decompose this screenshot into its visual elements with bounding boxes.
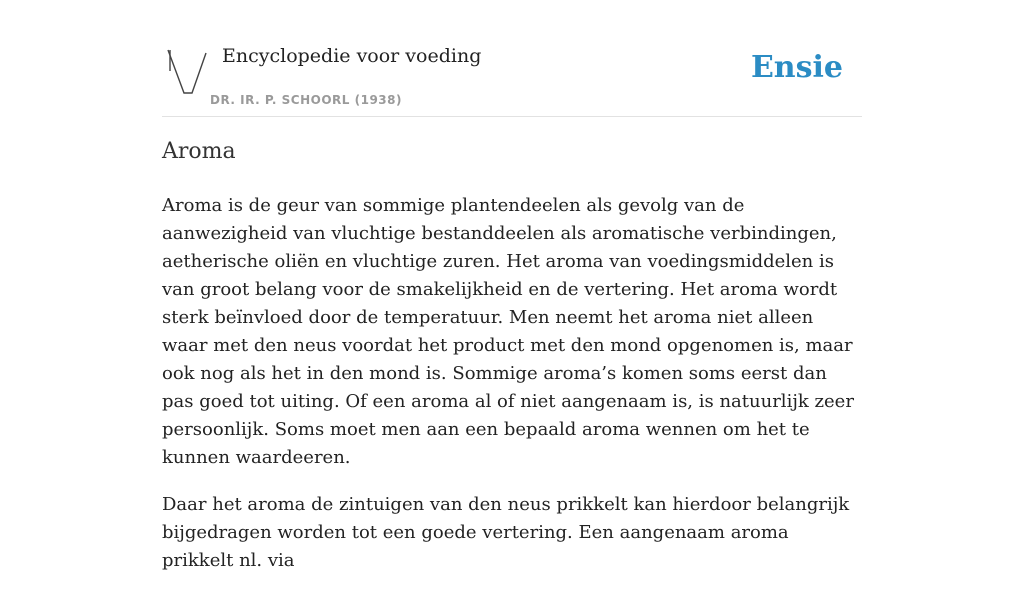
book-title-link[interactable]: Encyclopedie voor voeding bbox=[222, 45, 482, 67]
ensie-brand-link[interactable]: Ensie bbox=[750, 50, 843, 85]
article-paragraph: Daar het aroma de zintuigen van den neus prikkelt kan hierdoor belangrijk bijgedragen worden tot een goede vertering. Een aangenaam aroma prikkelt nl. via bbox=[162, 494, 850, 571]
book-author: DR. IR. P. SCHOORL (1938) bbox=[210, 93, 402, 107]
page-header bbox=[162, 0, 862, 117]
article-paragraph: Aroma is de geur van sommige plantendeelen als gevolg van de aanwezigheid van vluchtige bestanddeelen als aromatische verbindingen, aetherische oliën en vluchtige zuren. Het aroma van voedingsmiddelen is van groot belang voor de smakelijkheid en de vertering. Het aroma wordt sterk beïnvloed door de temperatuur. Men neemt het aroma niet alleen waar met den neus voordat het product met den mond opgenomen is, maar ook nog als het in den mond is. Sommige aroma’s komen soms eerst dan pas goed tot uiting. Of een aroma al of niet aangenaam is, is natuurlijk zeer persoonlijk. Soms moet men aan een bepaald aroma wennen om het te kunnen waardeeren. bbox=[162, 195, 854, 468]
article-body bbox=[162, 192, 862, 594]
page-container bbox=[162, 0, 862, 571]
v-logo-icon[interactable] bbox=[166, 47, 208, 97]
article-title: Aroma bbox=[162, 139, 236, 164]
